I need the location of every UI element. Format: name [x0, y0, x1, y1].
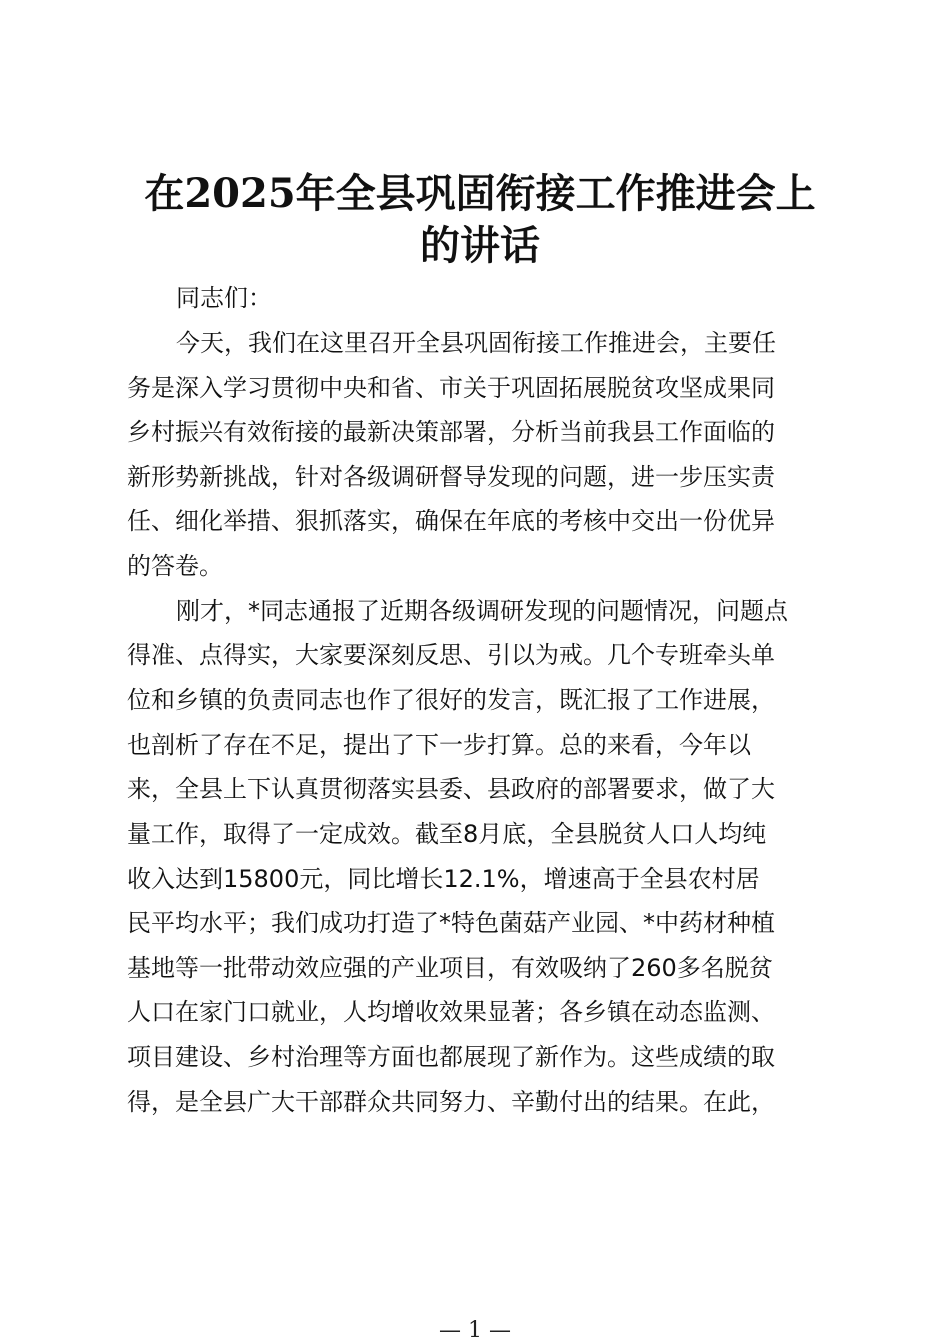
paragraph-1-line: 新形势新挑战，针对各级调研督导发现的问题，进一步压实责: [127, 463, 775, 491]
paragraph-2-line: 得准、点得实，大家要深刻反思、引以为戒。几个专班牵头单: [127, 641, 775, 669]
paragraph-2-line: 项目建设、乡村治理等方面也都展现了新作为。这些成绩的取: [127, 1043, 775, 1071]
paragraph-1-line: 务是深入学习贯彻中央和省、市关于巩固拓展脱贫攻坚成果同: [127, 374, 775, 402]
paragraph-2-line: 位和乡镇的负责同志也作了很好的发言，既汇报了工作进展，: [127, 686, 775, 714]
paragraph-2-line: 量工作，取得了一定成效。截至8月底，全县脱贫人口人均纯: [127, 820, 767, 848]
document-title-line-2: 的讲话: [420, 222, 540, 269]
paragraph-1-line: 今天，我们在这里召开全县巩固衔接工作推进会，主要任: [176, 329, 776, 357]
paragraph-2-line: 也剖析了存在不足，提出了下一步打算。总的来看，今年以: [127, 731, 751, 759]
paragraph-2-line: 民平均水平；我们成功打造了*特色菌菇产业园、*中药材种植: [127, 909, 775, 937]
paragraph-1-line: 乡村振兴有效衔接的最新决策部署，分析当前我县工作面临的: [127, 418, 775, 446]
salutation: 同志们：: [176, 284, 272, 312]
paragraph-2-line: 得，是全县广大干部群众共同努力、辛勤付出的结果。在此，: [127, 1088, 775, 1116]
paragraph-1-line: 的答卷。: [127, 552, 223, 580]
paragraph-1-line: 任、细化举措、狠抓落实，确保在年底的考核中交出一份优异: [127, 507, 775, 535]
paragraph-2-line: 刚才，*同志通报了近期各级调研发现的问题情况，问题点: [176, 597, 788, 625]
paragraph-2-line: 基地等一批带动效应强的产业项目，有效吸纳了260多名脱贫: [127, 954, 773, 982]
paragraph-2-line: 人口在家门口就业，人均增收效果显著；各乡镇在动态监测、: [127, 998, 775, 1026]
document-title-line-1: 在2025年全县巩固衔接工作推进会上: [144, 170, 816, 217]
paragraph-2-line: 收入达到15800元，同比增长12.1%，增速高于全县农村居: [127, 865, 760, 893]
paragraph-2-line: 来，全县上下认真贯彻落实县委、县政府的部署要求，做了大: [127, 775, 775, 803]
page-number: — 1 —: [439, 1318, 511, 1343]
